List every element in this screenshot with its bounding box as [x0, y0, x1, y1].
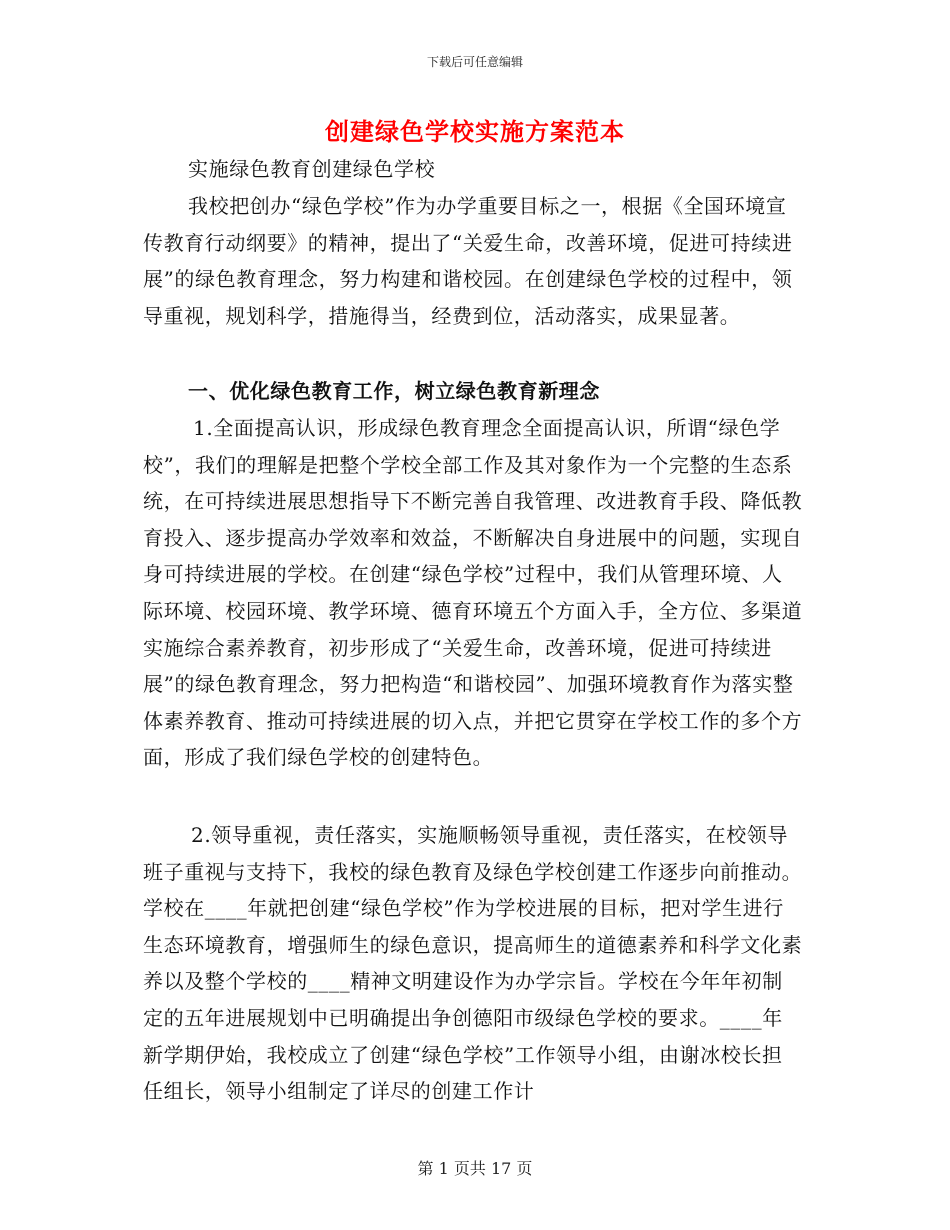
document-subtitle: 实施绿色教育创建绿色学校: [188, 157, 436, 181]
item-2-paragraph: 2.领导重视，责任落实，实施顺畅领导重视，责任落实，在校领导班子重视与支持下，我校的绿色教育及绿色学校创建工作逐步向前推动。学校在____年就把创建“绿色学校”作为学校进展的目标，把对学生进行生态环境教育，增强师生的绿色意识，提高师生的道德素养和科学文化素养以及整个学校的____精神文明建设作为办学宗旨。学校在今年年初制定的五年进展规划中已明确提出争创德阳市级绿色学校的要求。____年新学期伊始，我校成立了创建“绿色学校”工作领导小组，由谢冰校长担任组长，领导小组制定了详尽的创建工作计: [143, 823, 803, 1104]
page-footer: 第 1 页共 17 页: [417, 1159, 533, 1178]
intro-paragraph: 我校把创办“绿色学校”作为办学重要目标之一，根据《全国环境宣传教育行动纲要》的精神，提出了“关爱生命，改善环境，促进可持续进展”的绿色教育理念，努力构建和谐校园。在创建绿色学校的过程中，领导重视，规划科学，措施得当，经费到位，活动落实，成果显著。: [143, 194, 793, 328]
section-heading-1: 一、优化绿色教育工作，树立绿色教育新理念: [188, 379, 600, 403]
header-note: 下载后可任意编辑: [426, 55, 523, 69]
document-title: 创建绿色学校实施方案范本: [325, 117, 625, 146]
item-1-paragraph: 1.全面提高认识，形成绿色教育理念全面提高认识，所谓“绿色学校”，我们的理解是把整个学校全部工作及其对象作为一个完整的生态系统，在可持续进展思想指导下不断完善自我管理、改进教育手段、降低教育投入、逐步提高办学效率和效益，不断解决自身进展中的问题，实现自身可持续进展的学校。在创建“绿色学校”过程中，我们从管理环境、人际环境、校园环境、教学环境、德育环境五个方面入手，全方位、多渠道实施综合素养教育，初步形成了“关爱生命，改善环境，促进可持续进展”的绿色教育理念，努力把构造“和谐校园”、加强环境教育作为落实整体素养教育、推动可持续进展的切入点，并把它贯穿在学校工作的多个方面，形成了我们绿色学校的创建特色。: [143, 416, 803, 770]
